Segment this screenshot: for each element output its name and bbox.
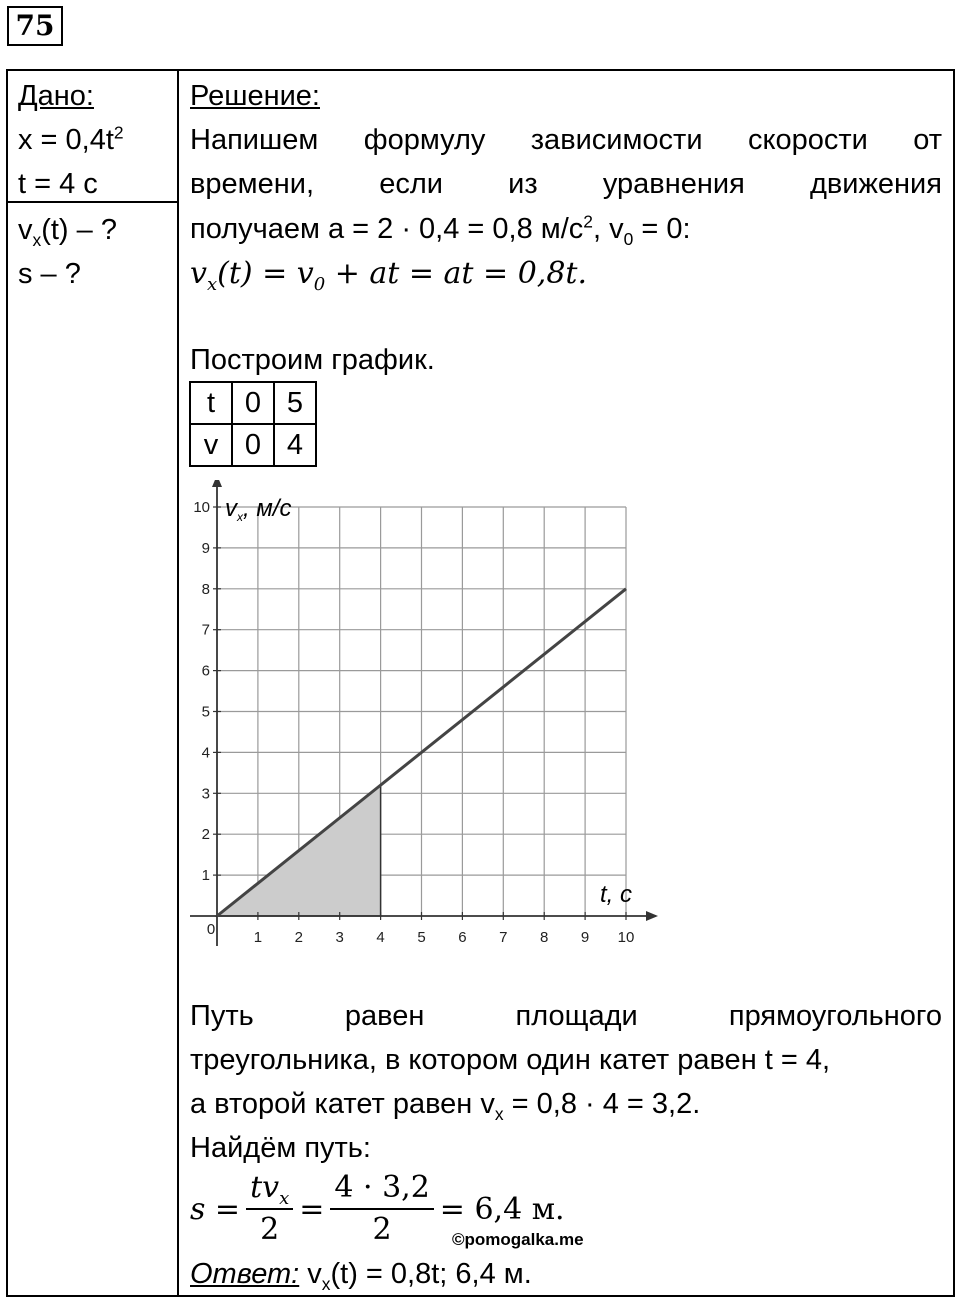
y-axis-label: $v_x$, м/с: [225, 495, 292, 524]
y-tick-label: 7: [201, 621, 210, 639]
table-cell: t: [190, 382, 232, 424]
table-cell: 5: [274, 382, 316, 424]
table-cell: 4: [274, 424, 316, 466]
y-tick-label: 10: [193, 499, 210, 516]
table-row: [190, 382, 316, 424]
values-table: [189, 381, 317, 467]
distance-formula: s = $\frac{tv_x}{2}$ = $\frac{4 \cdot 3,2}{2}$ = 6,4 м.: [190, 1168, 565, 1250]
solution-paragraph-7: Найдём путь:: [190, 1132, 371, 1164]
x-tick-label: 9: [580, 929, 590, 946]
plot-intro: Построим график.: [190, 344, 435, 376]
y-tick-label: 1: [201, 867, 210, 885]
x-tick-label: 7: [499, 929, 508, 946]
x-tick-label: 0: [206, 921, 216, 938]
given-equation: $x = 0,4t^2$: [18, 122, 124, 156]
solution-paragraph-4: Путь равен площади прямоугольного: [190, 1000, 942, 1032]
given-time: t = 4 с: [18, 168, 98, 200]
solution-paragraph-2: времени, если из уравнения движения: [190, 168, 942, 200]
solution-paragraph-1: Напишем формулу зависимости скорости от: [190, 124, 942, 156]
x-tick-label: 8: [540, 929, 549, 946]
y-tick-label: 9: [201, 539, 210, 557]
x-tick-label: 3: [335, 929, 344, 946]
x-axis-label: t, с: [600, 881, 633, 908]
table-row: [190, 424, 316, 466]
solution-paragraph-5: треугольника, в котором один катет равен t = 4,: [190, 1044, 831, 1076]
x-tick-label: 4: [376, 929, 385, 946]
y-tick-label: 8: [201, 580, 210, 598]
y-tick-label: 6: [201, 662, 210, 680]
problem-number: 75: [7, 6, 63, 46]
fraction-tvx-2: $\frac{tv_x}{2}$: [246, 1168, 293, 1250]
find-velocity: $v_x(t)$ – ?: [18, 214, 117, 250]
x-axis-arrow: [646, 911, 658, 921]
given-title: Дано:: [18, 80, 94, 112]
table-cell: 0: [232, 424, 274, 466]
y-tick-label: 4: [201, 744, 210, 762]
fraction-numbers: $\frac{4 \cdot 3,2}{2}$: [330, 1168, 433, 1250]
y-axis-arrow: [212, 480, 222, 487]
table-cell: 0: [232, 382, 274, 424]
find-distance: s – ?: [18, 258, 81, 290]
answer-line: Ответ: $v_x(t) = 0,8t$; 6,4 м.: [190, 1258, 532, 1294]
x-tick-label: 1: [253, 929, 263, 946]
velocity-chart: [180, 480, 660, 950]
x-tick-label: 10: [617, 929, 635, 946]
y-tick-label: 3: [201, 785, 210, 803]
table-cell: v: [190, 424, 232, 466]
solution-title: Решение:: [190, 80, 320, 112]
velocity-formula: $v_x(t) = v_0$ + at = at = 0,8t.: [190, 256, 587, 295]
x-tick-label: 2: [294, 929, 303, 946]
watermark: ©pomogalka.me: [452, 1230, 584, 1249]
column-divider: [177, 69, 179, 1297]
solution-paragraph-3: получаем a = 2 · 0,4 = 0,8 $м/с^2$, $v_0 = 0$:: [190, 211, 691, 249]
y-tick-label: 5: [201, 703, 210, 721]
y-tick-label: 2: [201, 826, 210, 844]
solution-paragraph-6: а второй катет равен $v_x = 0,8 \cdot 4 = 3,2$.: [190, 1088, 701, 1124]
x-tick-label: 5: [417, 929, 426, 946]
x-tick-label: 6: [458, 929, 467, 946]
